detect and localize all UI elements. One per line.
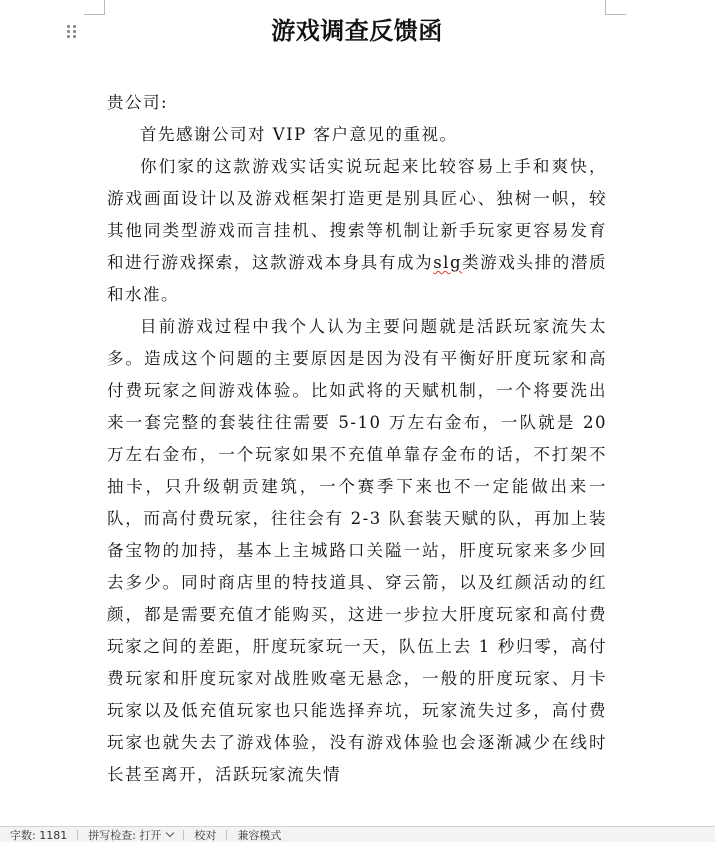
word-count-label: 字数: 1181 [10, 828, 68, 842]
spell-check-toggle[interactable] [78, 827, 183, 842]
proofread-label: 校对 [194, 828, 217, 842]
proofread-button[interactable] [184, 827, 226, 842]
paragraph-2-text-after: 类游戏头排的潜质和水准。 [107, 253, 608, 304]
paragraph-3: 目前游戏过程中我个人认为主要问题就是活跃玩家流失太多。造成这个问题的主要原因是因为没有平衡好肝度玩家和高付费玩家之间游戏体验。比如武将的天赋机制，一个将要洗出来一套完整的套装往往需要 5-10 万左右金布，一队就是 20 万左右金布，一个玩家如果不充值单靠存金布的话，不打架不抽卡，只升级朝贡建筑，一个赛季下来也不一定能做出来一队，而高付费玩家，往往会有 2-3 队套装天赋的队，再加上装备宝物的加持，基本上主城路口关隘一站，肝度玩家来多少回去多少。同时商店里的特技道具、穿云箭，以及红颜活动的红颜，都是需要充值才能购买，这进一步拉大肝度玩家和高付费玩家之间的差距，肝度玩家玩一天，队伍上去 1 秒归零，高付费玩家和肝度玩家对战胜败毫无悬念，一般的肝度玩家、月卡玩家以及低充值玩家也只能选择弃坑，玩家流失过多，高付费玩家也就失去了游戏体验，没有游戏体验也会逐渐减少在线时长甚至离开，活跃玩家流失情 [107, 317, 607, 784]
paragraph-2 [107, 151, 607, 311]
compat-mode-label: 兼容模式 [237, 828, 282, 842]
status-bar [0, 826, 715, 842]
compat-mode-indicator [227, 827, 291, 842]
paragraph-2-text-before: 你们家的这款游戏实话实说玩起来比较容易上手和爽快，游戏画面设计以及游戏框架打造更是别具匠心、独树一帜，较其他同类型游戏而言挂机、搜索等机制让新手玩家更容易发育和进行游戏探索，这款游戏本身具有成为 [107, 157, 607, 272]
paragraph-1: 首先感谢公司对 VIP 客户意见的重视。 [140, 125, 458, 144]
spell-check-label: 拼写检查: 打开 [88, 828, 162, 842]
page-corner-mark-right [605, 0, 626, 15]
page-corner-mark-left [84, 0, 105, 15]
chevron-down-icon [166, 828, 174, 836]
word-count[interactable] [0, 827, 77, 842]
spell-error-word[interactable]: slg [433, 253, 463, 272]
document-body[interactable] [107, 87, 607, 791]
salutation: 贵公司: [107, 93, 169, 112]
drag-handle-icon[interactable] [67, 25, 77, 39]
document-title: 游戏调查反馈函 [271, 16, 443, 45]
